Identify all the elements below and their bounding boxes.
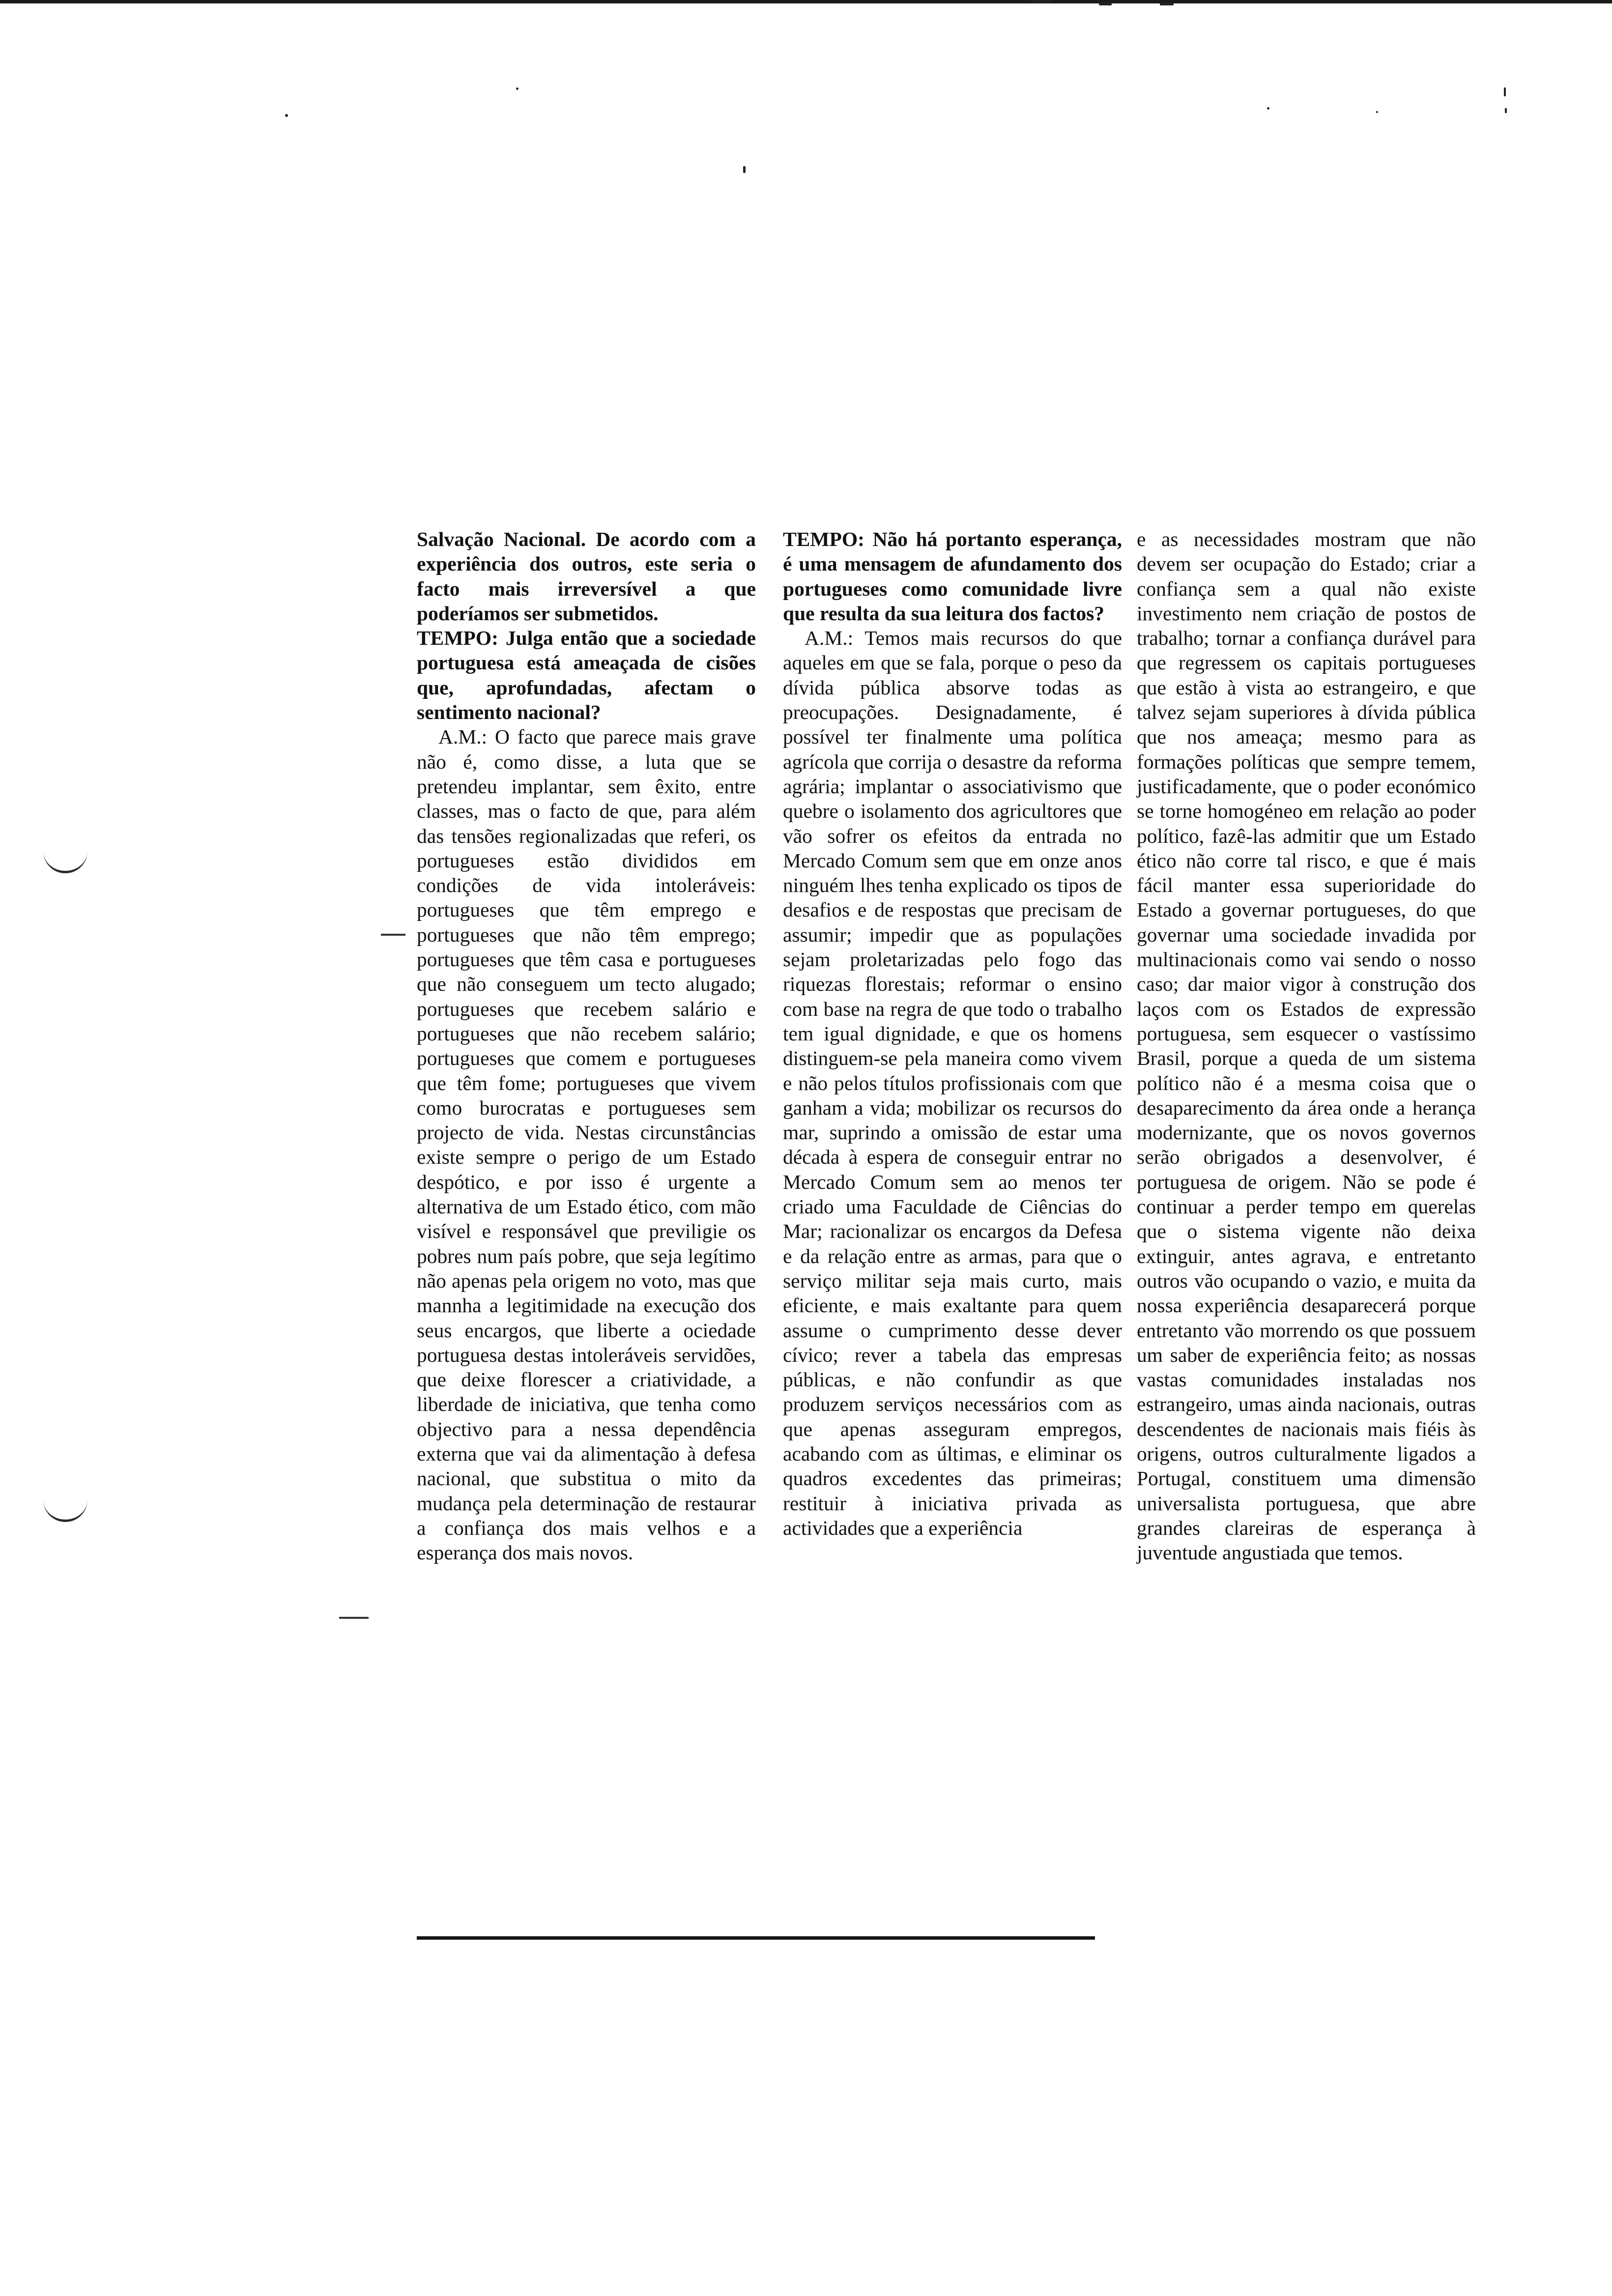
scan-speck [1267,107,1269,110]
scan-speck [1505,108,1507,113]
answer-1: A.M.: O facto que parece mais grave não é, como disse, a luta que se pretendeu implantar, sem êxito, entre classes, mas o facto de que, para além das tensões regionalizadas que referi, os portugueses estão divididos em condições de vida intoleráveis: portugueses que têm emprego e portugueses que não têm emprego; portugueses que têm casa e portugueses que não conseguem um tecto alugado; portugueses que recebem salário e portugueses que não recebem salário; portugueses que comem e portugueses que têm fome; portugueses que vivem como burocratas e portugueses sem projecto de vida. Nestas circunstâncias existe sempre o perigo de um Estado despótico, e por isso é urgente a alternativa de um Estado ético, com mão visível e responsável que previligie os pobres num país pobre, que seja legítimo não apenas pela origem no voto, mas que mannha a legitimidade na execução dos seus encargos, que liberte a ociedade portuguesa destas intoleráveis servidões, que deixe florescer a criatividade, a liberdade de iniciativa, que tenha como objectivo para a nessa dependência externa que vai da alimentação à defesa nacional, que substitua o mito da mudança pela determinação de restaurar a confiança dos mais velhos e a esperança dos mais novos. [417,725,756,1564]
page-top-border [0,0,1612,3]
binder-hole-mark [43,1500,87,1522]
scan-speck [1160,2,1174,5]
scan-speck [1376,111,1378,113]
article-column-2 [783,527,1122,1540]
margin-tick [381,934,405,936]
scan-speck [1031,0,1051,3]
column-1-lead: Salvação Nacional. De acordo com a experiência dos outros, este seria o facto mais irreversível a que poderíamos ser submetidos. [417,528,756,625]
scan-speck [1504,87,1506,96]
article-column-3 [1137,527,1476,1565]
article-end-rule [417,1936,1095,1940]
answer-2-continued: e as necessidades mostram que não devem ser ocupação do Estado; criar a confiança sem a qual não existe investimento nem criação de postos de trabalho; tornar a confiança durável para que regressem os capitais portugueses que estão à vista ao estrangeiro, e que talvez sejam superiores à dívida pública que nos ameaça; mesmo para as formações políticas que sempre temem, justificadamente, que o poder económico se torne homogéneo em relação ao poder político, fazê-las admitir que um Estado ético não corre tal risco, e que é mais fácil manter essa superioridade do Estado a governar portugueses, do que governar uma sociedade invadida por multinacionais como vai sendo o nosso caso; dar maior vigor à construção dos laços com os Estados de expressão portuguesa, sem esquecer o vastíssimo Brasil, porque a queda de um sistema político não é a mesma coisa que o desaparecimento da área onde a herança modernizante, que os novos governos serão obrigados a desenvolver, é portuguesa de origem. Não se pode é continuar a perder tempo em querelas que o sistema vigente não deixa extinguir, antes agrava, e entretanto outros vão ocupando o vazio, e muita da nossa experiência desaparecerá porque entretanto vão morrendo os que possuem um saber de experiência feito; as nossas vastas comunidades instaladas nos estrangeiro, umas ainda nacionais, outras descendentes de nacionais mais fiéis às origens, outros culturalmente ligados a Portugal, constituem uma dimensão universalista portuguesa, que abre grandes clareiras de esperança à juventude angustiada que temos. [1137,528,1476,1564]
scan-speck [743,166,746,173]
article-column-1 [417,527,756,1565]
scan-speck [1099,2,1112,5]
scan-speck [285,114,288,117]
question-2: TEMPO: Não há portanto esperança, é uma mensagem de afundamento dos portugueses como comunidade livre que resulta da sua leitura dos factos? [783,528,1122,625]
margin-tick [339,1617,369,1619]
question-1: TEMPO: Julga então que a sociedade portuguesa está ameaçada de cisões que, aprofundadas, afectam o sentimento nacional? [417,627,756,724]
answer-2: A.M.: Temos mais recursos do que aqueles em que se fala, porque o peso da dívida pública absorve todas as preocupações. Designadamente, é possível ter finalmente uma política agrícola que corrija o desastre da reforma agrária; implantar o associativismo que quebre o isolamento dos agricultores que vão sofrer os efeitos da entrada no Mercado Comum sem que em onze anos ninguém lhes tenha explicado os tipos de desafios e de respostas que precisam de assumir; impedir que as populações sejam proletarizadas pelo fogo das riquezas florestais; reformar o ensino com base na regra de que todo o trabalho tem igual dignidade, e que os homens distinguem-se pela maneira como vivem e não pelos títulos profissionais com que ganham a vida; mobilizar os recursos do mar, suprindo a omissão de estar uma década à espera de conseguir entrar no Mercado Comum sem ao menos ter criado uma Faculdade de Ciências do Mar; racionalizar os encargos da Defesa e da relação entre as armas, para que o serviço militar seja mais curto, mais eficiente, e mais exaltante para quem assume o cumprimento desse dever cívico; rever a tabela das empresas públicas, e não confundir as que produzem serviços necessários com as que apenas asseguram empregos, acabando com as últimas, e eliminar os quadros excedentes das primeiras; restituir à iniciativa privada as actividades que a experiência [783,627,1122,1539]
scan-speck [516,87,518,90]
binder-hole-mark [43,851,87,873]
